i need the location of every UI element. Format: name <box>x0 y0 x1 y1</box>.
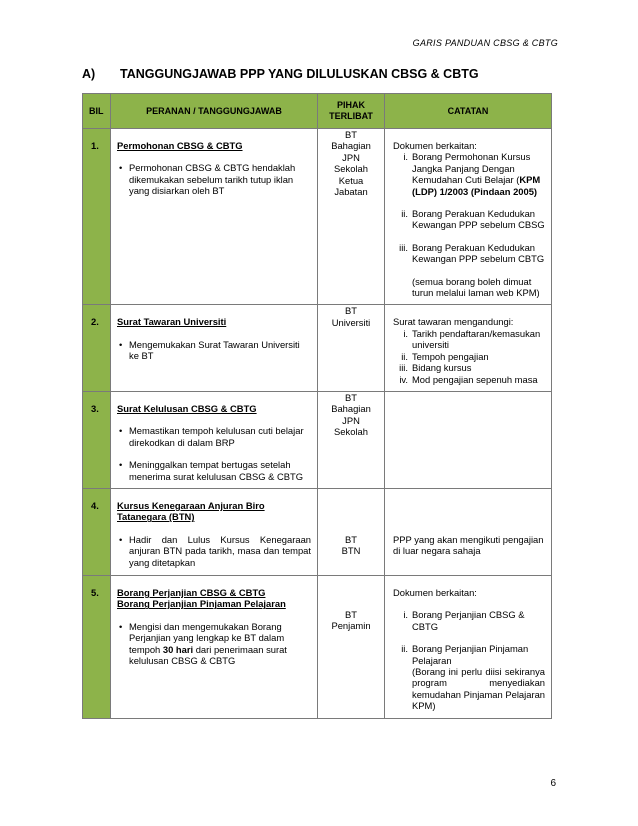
table-row <box>83 391 552 488</box>
row-title: Surat Tawaran Universiti <box>117 316 227 328</box>
list-item: • Mengisi dan mengemukakan Borang Perjanjian yang lengkap ke BT dalam tempoh 30 hari dari penerimaan surat kelulusan CBSG & CBTG <box>117 621 311 667</box>
row-number-cell <box>83 575 111 718</box>
table-header-row <box>83 94 552 129</box>
row-number: 4. <box>91 499 99 511</box>
list-item: iii. Bidang kursus <box>399 362 472 374</box>
section-number: A) <box>82 67 96 81</box>
row-number: 5. <box>91 586 99 598</box>
party-cell: BT BTN <box>318 488 385 575</box>
role-cell <box>111 305 318 391</box>
list-item: ii. Borang Perjanjian Pinjaman Pelajaran <box>401 643 529 666</box>
party-cell: BT Bahagian JPN Sekolah Ketua Jabatan <box>318 129 385 305</box>
notes-cell <box>385 575 552 718</box>
row-number: 2. <box>91 316 99 328</box>
section-heading: TANGGUNGJAWAB PPP YANG DILULUSKAN CBSG & CBTG <box>120 67 479 81</box>
running-head: GARIS PANDUAN CBSG & CBTG <box>412 38 558 48</box>
row-number: 1. <box>91 140 99 151</box>
table-row <box>83 488 552 575</box>
party-cell: BT Universiti <box>318 305 385 391</box>
table-row <box>83 305 552 391</box>
list-item: iv. Mod pengajian sepenuh masa <box>399 373 538 385</box>
row-title: Permohonan CBSG & CBTG <box>117 140 243 151</box>
party-cell: BT Penjamin <box>318 575 385 718</box>
notes-intro: Dokumen berkaitan: <box>393 586 477 598</box>
party-cell: BT Bahagian JPN Sekolah <box>318 391 385 488</box>
header-catatan: CATATAN <box>385 94 552 129</box>
role-cell <box>111 391 318 488</box>
notes-extra: (Borang ini perlu diisi sekiranya program menyediakan kemudahan Pinjaman Pelajaran KPM) <box>412 665 545 712</box>
table-row <box>83 129 552 305</box>
notes-intro: Dokumen berkaitan: <box>393 140 477 151</box>
list-item: • Mengemukakan Surat Tawaran Universiti ke BT <box>117 339 311 362</box>
list-item: • Permohonan CBSG & CBTG hendaklah dikemukakan sebelum tarikh tutup iklan yang disiarkan oleh BT <box>117 162 311 196</box>
row-number-cell <box>83 391 111 488</box>
notes-text: PPP yang akan mengikuti pengajian di luar negara sahaja <box>393 533 544 557</box>
header-pihak: PIHAK TERLIBAT <box>318 94 385 129</box>
row-title-2: Borang Perjanjian Pinjaman Pelajaran <box>117 598 286 610</box>
section-title <box>82 67 479 81</box>
row-number: 3. <box>91 402 99 414</box>
responsibility-table <box>82 93 552 719</box>
table-row <box>83 575 552 718</box>
list-item: i. Tarikh pendaftaran/kemasukan universiti <box>403 327 541 351</box>
role-cell <box>111 488 318 575</box>
list-item: ii. Borang Perakuan Kedudukan Kewangan PPP sebelum CBSG <box>401 208 545 231</box>
row-number-cell <box>83 129 111 305</box>
list-item: i. Borang Perjanjian CBSG & CBTG <box>403 609 525 632</box>
list-item: i. Borang Permohonan Kursus Jangka Panjang Dengan Kemudahan Cuti Belajar (KPM (LDP) 1/2003 (Pindaan 2005) <box>403 151 541 197</box>
list-item: • Meninggalkan tempat bertugas setelah menerima surat kelulusan CBSG & CBTG <box>117 459 311 482</box>
page-number: 6 <box>550 778 556 789</box>
row-title: Kursus Kenegaraan Anjuran Biro Tatanegara (BTN) <box>117 499 265 523</box>
role-cell <box>111 575 318 718</box>
list-item: ii. Tempoh pengajian <box>401 350 489 362</box>
notes-cell <box>385 305 552 391</box>
list-item: iii. Borang Perakuan Kedudukan Kewangan PPP sebelum CBTG <box>399 241 545 265</box>
row-number-cell <box>83 305 111 391</box>
notes-intro: Surat tawaran mengandungi: <box>393 316 514 328</box>
notes-cell <box>385 488 552 575</box>
notes-cell <box>385 391 552 488</box>
notes-cell <box>385 129 552 305</box>
list-item: • Memastikan tempoh kelulusan cuti belajar direkodkan di dalam BRP <box>117 425 311 448</box>
row-number-cell <box>83 488 111 575</box>
row-title: Borang Perjanjian CBSG & CBTG <box>117 586 266 598</box>
role-cell <box>111 129 318 305</box>
header-peranan: PERANAN / TANGGUNGJAWAB <box>111 94 318 129</box>
header-bil: BIL <box>83 94 111 129</box>
notes-footer: (semua borang boleh dimuat turun melalui laman web KPM) <box>412 275 540 299</box>
list-item: • Hadir dan Lulus Kursus Kenegaraan anjuran BTN pada tarikh, masa dan tempat yang ditetapkan <box>117 534 311 568</box>
row-title: Surat Kelulusan CBSG & CBTG <box>117 402 257 414</box>
